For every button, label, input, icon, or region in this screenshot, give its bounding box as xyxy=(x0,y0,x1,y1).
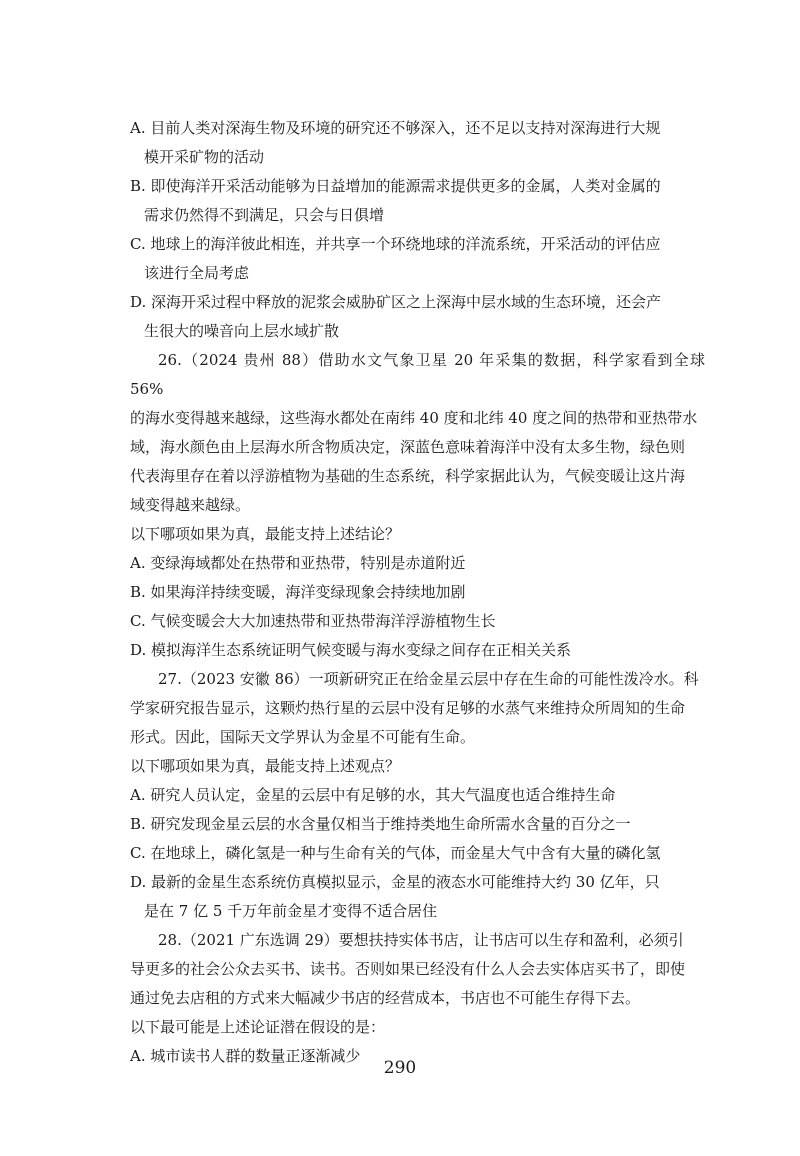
q27-stem-line2: 学家研究报告显示，这颗灼热行星的云层中没有足够的水蒸气来维持众所周知的生命 xyxy=(130,699,686,717)
q28-stem-line2: 导更多的社会公众去买书、读书。否则如果已经没有什么人会去实体店买书了，即使 xyxy=(130,960,686,978)
question-26 xyxy=(0,346,800,665)
q25-option-c-cont xyxy=(0,259,719,288)
q25-option-d-line2: 生很大的噪音向上层水域扩散 xyxy=(144,322,340,340)
q25-option-b-line2: 需求仍然得不到满足，只会与日俱增 xyxy=(144,206,385,224)
q26-prompt: 以下哪项如果为真，最能支持上述结论？ xyxy=(130,525,401,543)
q25-option-d xyxy=(0,288,705,317)
q26-stem-line3: 域，海水颜色由上层海水所含物质决定，深蓝色意味着海洋中没有太多生物，绿色则 xyxy=(130,438,686,456)
q26-option-d: D. 模拟海洋生态系统证明气候变暖与海水变绿之间存在正相关关系 xyxy=(130,641,572,659)
q26-stem-line5: 域变得越来越绿。 xyxy=(130,496,251,514)
q25-option-a-cont xyxy=(0,143,719,172)
question-27 xyxy=(0,665,800,926)
q25-option-b-cont xyxy=(0,201,719,230)
q26-stem-line1: 26.（2024 贵州 88）借助水文气象卫星 20 年采集的数据，科学家看到全球 56% xyxy=(130,351,705,398)
q25-option-c-line2: 该进行全局考虑 xyxy=(144,264,250,282)
q25-option-d-cont xyxy=(0,317,719,346)
page-content xyxy=(0,114,800,1071)
q27-option-d: D. 最新的金星生态系统仿真模拟显示，金星的液态水可能维持大约 30 亿年，只 xyxy=(130,873,660,891)
q26-option-c: C. 气候变暖会大大加速热带和亚热带海洋浮游植物生长 xyxy=(130,612,496,630)
q28-stem-line3: 通过免去店租的方式来大幅减少书店的经营成本，书店也不可能生存得下去。 xyxy=(130,989,641,1007)
q28-stem-line1: 28.（2021 广东选调 29）要想扶持实体书店，让书店可以生存和盈利，必须引 xyxy=(158,931,684,949)
q27-option-a: A. 研究人员认定，金星的云层中有足够的水，其大气温度也适合维持生命 xyxy=(130,786,616,804)
q27-stem-line1: 27.（2023 安徽 86）一项新研究正在给金星云层中存在生命的可能性泼冷水。科 xyxy=(158,670,699,688)
q25-option-a xyxy=(0,114,705,143)
q27-option-b: B. 研究发现金星云层的水含量仅相当于维持类地生命所需水含量的百分之一 xyxy=(130,815,631,833)
q28-option-a: A. 城市读书人群的数量正逐渐减少 xyxy=(130,1047,361,1065)
q27-option-d-cont: 是在 7 亿 5 千万年前金星才变得不适合居住 xyxy=(144,902,438,920)
q25-option-b xyxy=(0,172,705,201)
q25-options xyxy=(0,114,800,346)
q25-option-a-line2: 模开采矿物的活动 xyxy=(144,148,265,166)
q27-stem-line3: 形式。因此，国际天文学界认为金星不可能有生命。 xyxy=(130,728,476,746)
q25-option-b-line1: B. 即使海洋开采活动能够为日益增加的能源需求提供更多的金属，人类对金属的 xyxy=(130,177,661,195)
q25-option-d-line1: D. 深海开采过程中释放的泥浆会威胁矿区之上深海中层水域的生态环境，还会产 xyxy=(130,293,662,311)
q27-option-c: C. 在地球上，磷化氢是一种与生命有关的气体，而金星大气中含有大量的磷化氢 xyxy=(130,844,661,862)
q26-stem-line4: 代表海里存在着以浮游植物为基础的生态系统，科学家据此认为，气候变暖让这片海 xyxy=(130,467,686,485)
q28-prompt: 以下最可能是上述论证潜在假设的是： xyxy=(130,1018,386,1036)
question-28 xyxy=(0,926,800,1071)
page-number: 290 xyxy=(383,1058,417,1078)
q25-option-a-line1: A. 目前人类对深海生物及环境的研究还不够深入，还不足以支持对深海进行大规 xyxy=(130,119,661,137)
q25-option-c-line1: C. 地球上的海洋彼此相连，并共享一个环绕地球的洋流系统，开采活动的评估应 xyxy=(130,235,661,253)
q26-option-a: A. 变绿海域都处在热带和亚热带，特别是赤道附近 xyxy=(130,554,466,572)
q25-option-c xyxy=(0,230,705,259)
q26-stem-line2: 的海水变得越来越绿，这些海水都处在南纬 40 度和北纬 40 度之间的热带和亚热带水 xyxy=(130,409,698,427)
q26-option-b: B. 如果海洋持续变暖，海洋变绿现象会持续地加剧 xyxy=(130,583,466,601)
q27-prompt: 以下哪项如果为真，最能支持上述观点？ xyxy=(130,757,401,775)
